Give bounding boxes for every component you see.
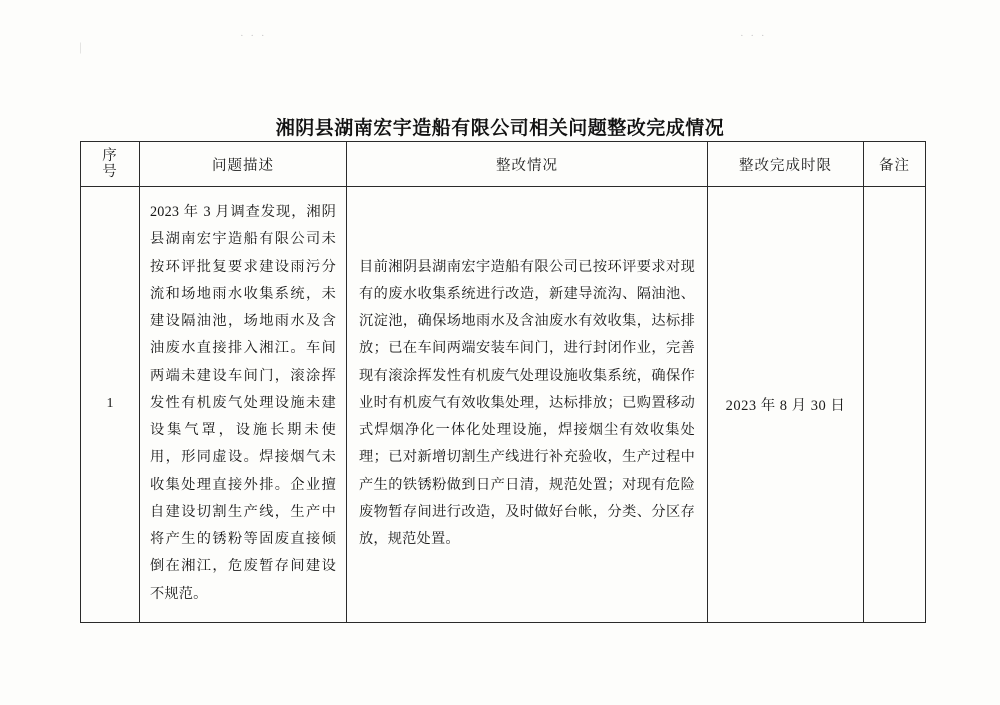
cell-sequence: 1 bbox=[81, 187, 140, 623]
table-row bbox=[81, 187, 926, 623]
column-header-sequence-line2: 号 bbox=[102, 164, 118, 180]
table-header bbox=[81, 142, 926, 187]
scan-artifact-left: ｜ bbox=[75, 43, 88, 55]
cell-rectification-text: 目前湘阴县湖南宏宇造船有限公司已按环评要求对现有的废水收集系统进行改造，新建导流沟、隔油池、沉淀池，确保场地雨水及含油废水有效收集，达标排放；已在车间两端安装车间门，进行封闭作业，完善现有滚涂挥发性有机废气处理设施收集系统，确保作业时有机废气有效收集处理，达标排放；已购置移动式焊烟净化一体化处理设施，焊接烟尘有效收集处理；已对新增切割生产线进行补充验收，生产过程中产生的铁锈粉做到日产日清，规范处置；对现有危险废物暂存间进行改造，及时做好台帐，分类、分区存放，规范处置。 bbox=[359, 258, 695, 548]
scan-artifact-top-right: · · · bbox=[740, 30, 767, 42]
cell-rectification bbox=[347, 187, 708, 623]
cell-remark bbox=[864, 187, 926, 623]
column-header-remark: 备注 bbox=[864, 142, 926, 187]
cell-description bbox=[140, 187, 347, 623]
document-title: 湘阴县湖南宏宇造船有限公司相关问题整改完成情况 bbox=[275, 118, 725, 139]
column-header-sequence bbox=[81, 142, 140, 187]
cell-deadline: 2023 年 8 月 30 日 bbox=[708, 187, 864, 623]
table-header-row bbox=[81, 142, 926, 187]
column-header-description: 问题描述 bbox=[140, 142, 347, 187]
rectification-table bbox=[80, 141, 926, 623]
scan-artifact-top-left: · · · bbox=[240, 30, 267, 42]
table-body bbox=[81, 187, 926, 623]
cell-description-text: 2023 年 3 月调查发现，湘阴县湖南宏宇造船有限公司未按环评批复要求建设雨污分流和场地雨水收集系统，未建设隔油池，场地雨水及含油废水直接排入湘江。车间两端未建设车间门，滚涂挥发性有机废气处理设施未建设集气罩，设施长期未使用，形同虚设。焊接烟气未收集处理直接外排。企业擅自建设切割生产线，生产中将产生的锈粉等固废直接倾倒在湘江，危废暂存间建设不规范。 bbox=[150, 204, 336, 602]
column-header-deadline: 整改完成时限 bbox=[708, 142, 864, 187]
column-header-sequence-line1: 序 bbox=[102, 147, 118, 164]
column-header-rectification: 整改情况 bbox=[347, 142, 708, 187]
